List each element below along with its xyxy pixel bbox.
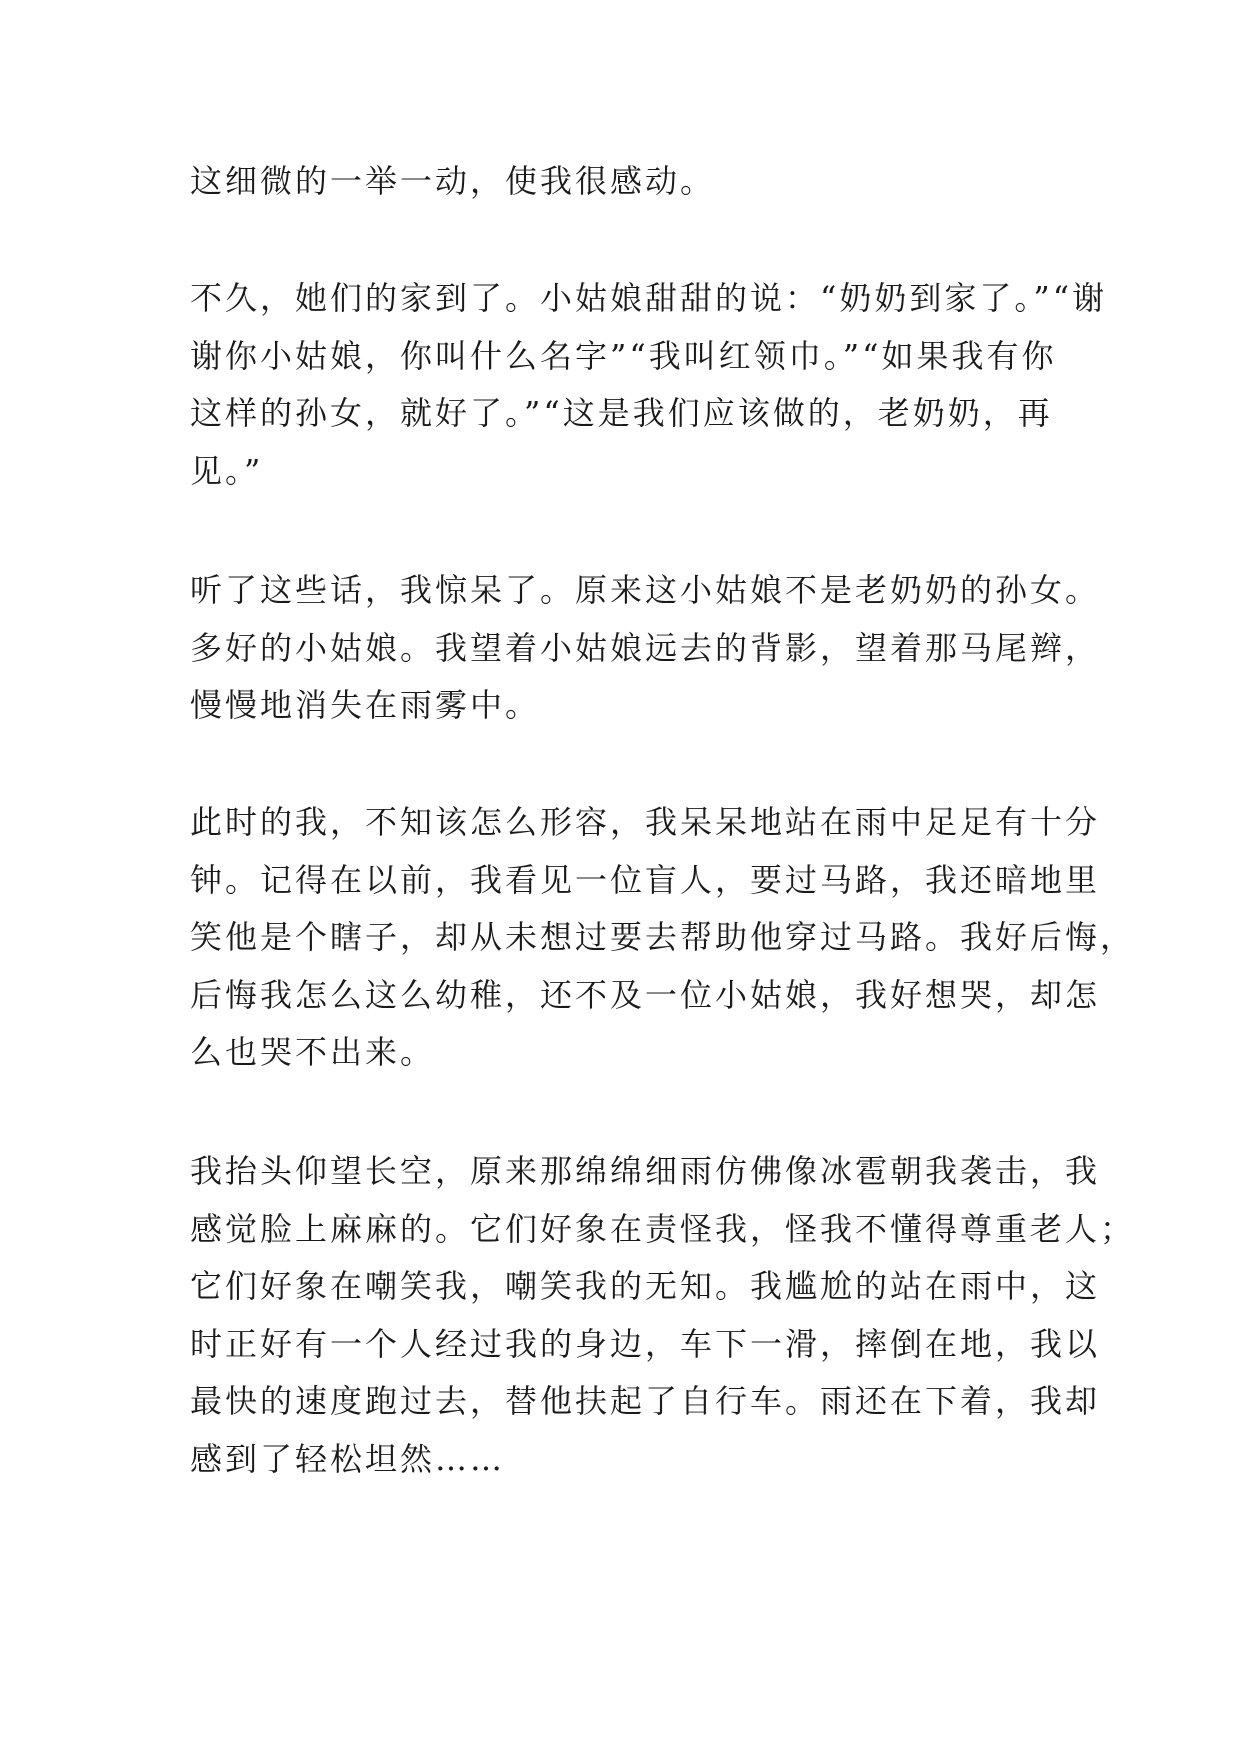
text-line: 它们好象在嘲笑我，嘲笑我的无知。我尴尬的站在雨中，这 (190, 1267, 1101, 1305)
text-line: 见。” (190, 451, 264, 490)
text-line: 么也哭不出来。 (190, 1033, 436, 1071)
text-line: 我抬头仰望长空，原来那绵绵细雨仿佛像冰雹朝我袭击，我 (190, 1152, 1101, 1190)
paragraph (190, 562, 1101, 735)
text-line: 谢你小姑娘，你叫什么名字”“我叫红领巾。”“如果我有你 (190, 336, 1057, 375)
text-line: 慢慢地消失在雨雾中。 (190, 686, 541, 724)
text-line: 这细微的一举一动，使我很感动。 (190, 162, 716, 200)
text-line: 后悔我怎么这么幼稚，还不及一位小姑娘，我好想哭，却怎 (190, 975, 1101, 1014)
text-line: 感到了轻松坦然…… (190, 1439, 506, 1478)
text-line: 听了这些话，我惊呆了。原来这小姑娘不是老奶奶的孙女。 (190, 571, 1101, 609)
text-line: 不久，她们的家到了。小姑娘甜甜的说：“奶奶到家了。”“谢 (190, 279, 1108, 317)
paragraph (190, 153, 1070, 211)
text-line: 最快的速度跑过去，替他扶起了自行车。雨还在下着，我却 (190, 1382, 1101, 1420)
text-line: 这样的孙女，就好了。”“这是我们应该做的，老奶奶，再 (190, 394, 1053, 432)
paragraph (190, 270, 1108, 500)
text-line: 多好的小姑娘。我望着小姑娘远去的背影，望着那马尾辫， (190, 628, 1101, 667)
text-line: 此时的我，不知该怎么形容，我呆呆地站在雨中足足有十分 (190, 803, 1101, 841)
text-line: 钟。记得在以前，我看见一位盲人，要过马路，我还暗地里 (190, 860, 1101, 899)
paragraph (190, 1143, 1136, 1488)
text-line: 时正好有一个人经过我的身边，车下一滑，摔倒在地，我以 (190, 1324, 1101, 1363)
text-line: 感觉脸上麻麻的。它们好象在责怪我，怪我不懂得尊重老人； (190, 1209, 1136, 1248)
paragraph (190, 794, 1136, 1082)
text-line: 笑他是个瞎子，却从未想过要去帮助他穿过马路。我好后悔， (190, 918, 1136, 956)
